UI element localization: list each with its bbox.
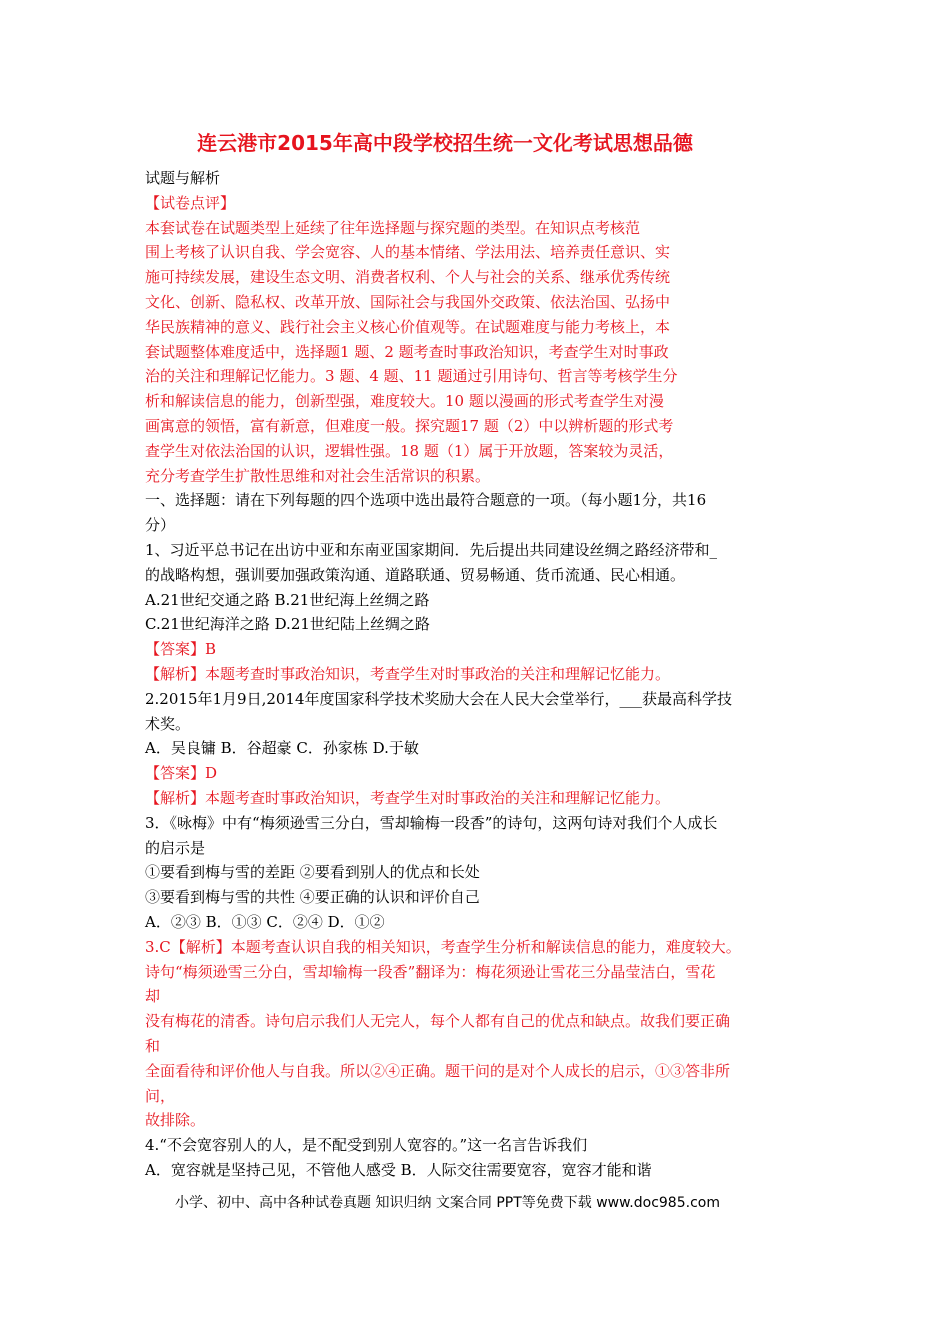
text-line: 围上考核了认识自我、学会宽容、人的基本情绪、学法用法、培养责任意识、实 bbox=[145, 243, 671, 262]
text-line: 查学生对依法治国的认识，逻辑性强。18 题（1）属于开放题，答案较为灵活， bbox=[145, 441, 674, 460]
text-line: 试题与解析 bbox=[145, 169, 221, 187]
text-line: 3．《咏梅》中有“梅须逊雪三分白，雪却输梅一段香”的诗句，这两句诗对我们个人成长 bbox=[145, 813, 718, 832]
text-line: 【答案】D bbox=[145, 764, 218, 783]
text-line: A．吴良镛 B．谷超豪 C．孙家栋 D.于敏 bbox=[145, 739, 419, 758]
text-line: 故排除。 bbox=[145, 1111, 206, 1130]
text-line: 和 bbox=[145, 1037, 161, 1055]
text-line: 【答案】B bbox=[145, 640, 217, 659]
text-line: 【试卷点评】 bbox=[145, 193, 236, 212]
text-line: 一、选择题：请在下列每题的四个选项中选出最符合题意的一项。（每小题1分，共16 bbox=[145, 491, 707, 510]
text-line: ①要看到梅与雪的差距 ②要看到别人的优点和长处 bbox=[145, 863, 480, 882]
text-line: 问， bbox=[145, 1086, 176, 1105]
text-line: C.21世纪海洋之路 D.21世纪陆上丝绸之路 bbox=[145, 615, 430, 634]
text-line: 的启示是 bbox=[145, 838, 206, 857]
text-line: 分） bbox=[145, 516, 176, 535]
text-line: 【解析】本题考查时事政治知识，考查学生对时事政治的关注和理解记忆能力。 bbox=[145, 665, 671, 683]
text-line: 全面看待和评价他人与自我。所以②④正确。题干问的是对个人成长的启示，①③答非所 bbox=[145, 1061, 731, 1080]
text-line: 治的关注和理解记忆能力。3 题、4 题、11 题通过引用诗句、哲言等考核学生分 bbox=[145, 367, 678, 386]
text-line: 术奖。 bbox=[145, 714, 191, 733]
document-title: 连云港市2015年高中段学校招生统一文化考试思想品德 bbox=[197, 131, 693, 155]
text-line: 文化、创新、隐私权、改革开放、国际社会与我国外交政策、依法治国、弘扬中 bbox=[145, 293, 671, 311]
text-line: 析和解读信息的能力，创新型强，难度较大。10 题以漫画的形式考查学生对漫 bbox=[145, 392, 664, 411]
text-line: 华民族精神的意义、践行社会主义核心价值观等。在试题难度与能力考核上，本 bbox=[145, 317, 671, 336]
text-line: 本套试卷在试题类型上延续了往年选择题与探究题的类型。在知识点考核范 bbox=[145, 218, 641, 237]
text-line: 没有梅花的清香。诗句启示我们人无完人，每个人都有自己的优点和缺点。故我们要正确 bbox=[145, 1012, 731, 1031]
text-line: 1、习近平总书记在出访中亚和东南亚国家期间．先后提出共同建设丝绸之路经济带和_ bbox=[145, 541, 718, 559]
text-line: 充分考查学生扩散性思维和对社会生活常识的积累。 bbox=[145, 466, 491, 485]
text-line: 【解析】本题考查时事政治知识，考查学生对时事政治的关注和理解记忆能力。 bbox=[145, 789, 671, 807]
text-line: A．②③ B．①③ C．②④ D．①② bbox=[145, 913, 385, 931]
text-line: A.21世纪交通之路 B.21世纪海上丝绸之路 bbox=[145, 590, 430, 609]
text-line: 的战略构想，强训要加强政策沟通、道路联通、贸易畅通、货币流通、民心相通。 bbox=[145, 565, 686, 584]
text-line: 2.2015年1月9日,2014年度国家科学技术奖励大会在人民大会堂举行，___获最高科学技 bbox=[145, 689, 733, 708]
text-line: 诗句“梅须逊雪三分白，雪却输梅一段香”翻译为：梅花须逊让雪花三分晶莹洁白，雪花 bbox=[145, 962, 716, 981]
text-line: ③要看到梅与雪的共性 ④要正确的认识和评价自己 bbox=[145, 888, 480, 907]
text-line: 施可持续发展，建设生态文明、消费者权利、个人与社会的关系、继承优秀传统 bbox=[145, 268, 671, 287]
text-line: 画寓意的领悟，富有新意，但难度一般。探究题17 题（2）中以辨析题的形式考 bbox=[145, 417, 674, 435]
text-line: 套试题整体难度适中，选择题1 题、2 题考查时事政治知识，考查学生对时事政 bbox=[145, 342, 669, 361]
page-footer: 小学、初中、高中各种试卷真题 知识归纳 文案合同 PPT等免费下载 www.doc985.com bbox=[175, 1195, 720, 1211]
text-line: 3.C【解析】本题考查认识自我的相关知识，考查学生分析和解读信息的能力，难度较大。 bbox=[145, 937, 741, 956]
text-line: 4.“不会宽容别人的人，是不配受到别人宽容的。”这一名言告诉我们 bbox=[145, 1136, 588, 1155]
text-line: A．宽容就是坚持己见，不管他人感受 B．人际交往需要宽容，宽容才能和谐 bbox=[145, 1161, 652, 1179]
text-line: 却 bbox=[145, 987, 161, 1006]
